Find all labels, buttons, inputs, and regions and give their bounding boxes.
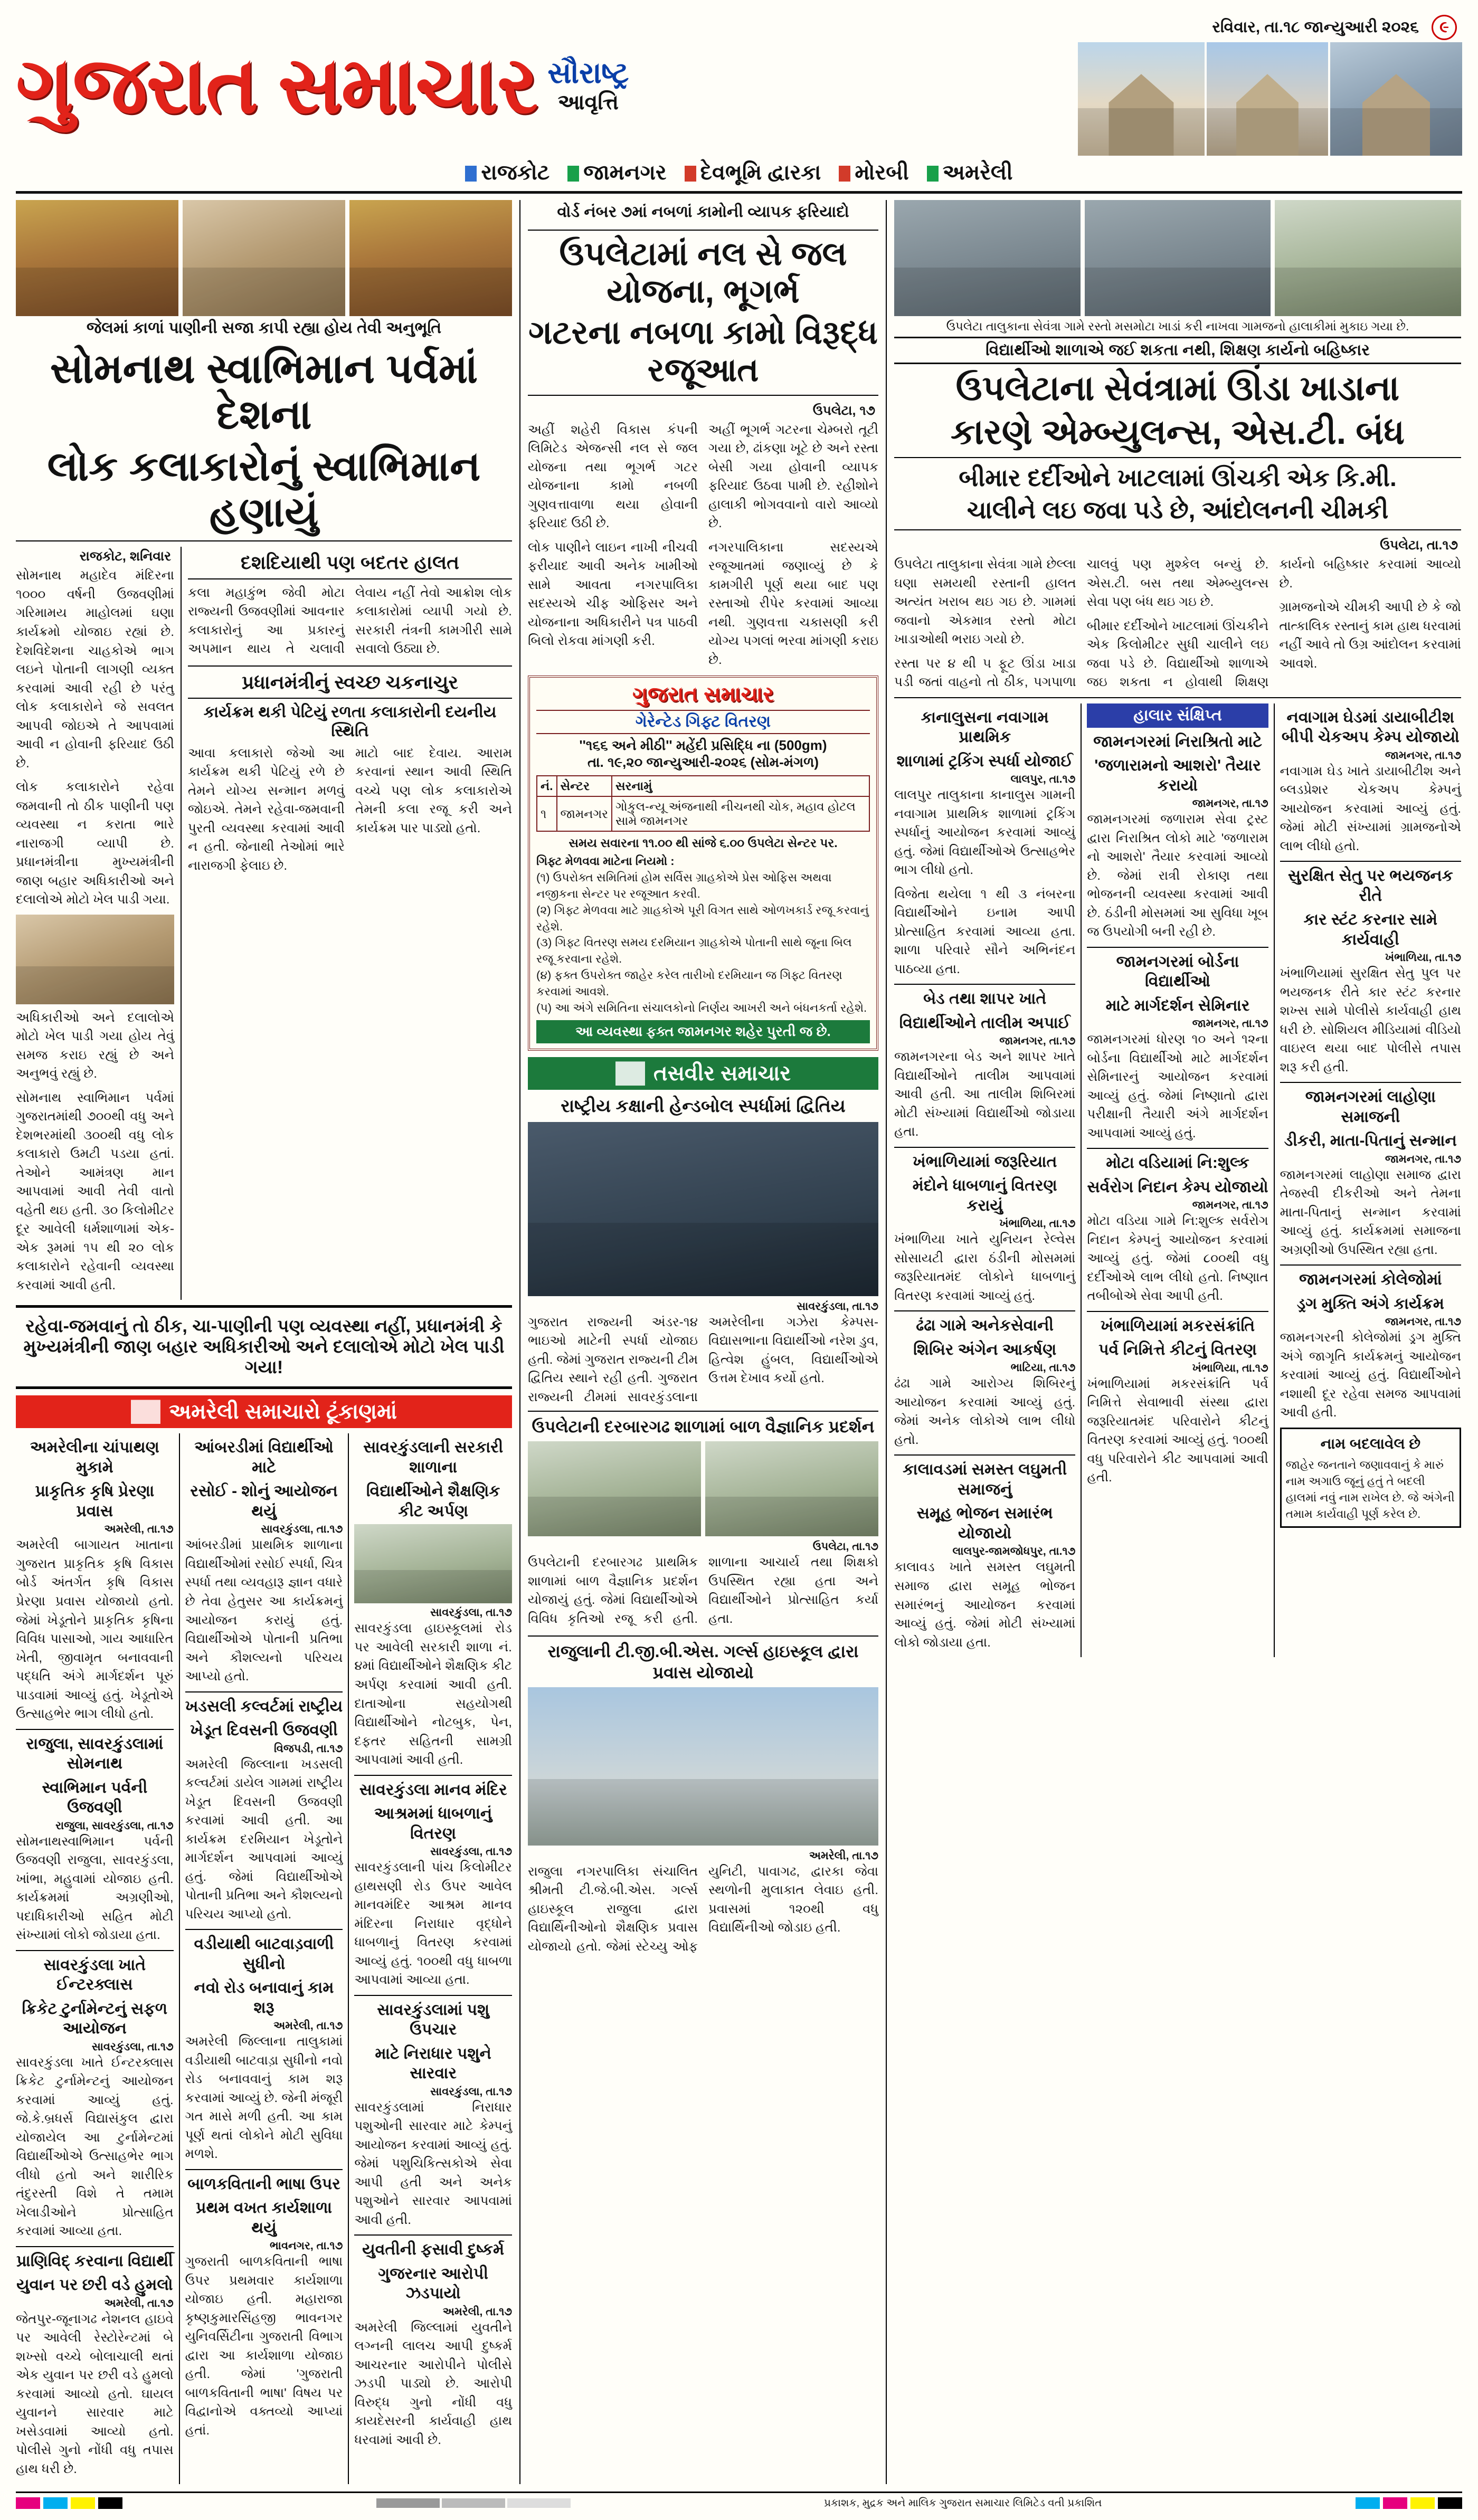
right-story-5-head1: ઢંઢા ગામે અનેકસેવાની [916,1317,1054,1335]
right-photo-1 [894,200,1081,316]
sub-left-body-2 [188,744,512,876]
amreli-c2-3-body: ગુજરાતી બાળકવિતાની ભાષા ઉપર પ્રથમવાર કાર્યશાળા યોજાઇ હતી. મહારાજા કૃષ્ણકુમારસિંહજી ભાવનગર યુનિવર્સિટીના ગુજરાતી વિભાગ દ્વારા આ કાર્યશાળા યોજાઇ હતી. જેમાં 'ગુજરાતી બાળકવિતાની ભાષા' વિષય પર વિદ્વાનોએ વક્તવ્યો આપ્યાં હતાં. [185,2255,343,2438]
right-photo-2 [1085,200,1271,316]
halar-1-head1: જામનગરમાં બોર્ડના વિદ્યાર્થીઓ [1116,953,1239,991]
halar-2-dateline: જામનગર, તા.૧૭ [1192,1199,1268,1212]
halar-2-head1: મોટા વડિયામાં નિ:શુલ્ક [1106,1154,1249,1172]
center-para-1: અહીં શહેરી વિકાસ કંપની લિમિટેડ એજન્સી નલ સે જલ યોજના તથા ભૂગર્ભ ગટર યોજનાના કામો નબળી ગુણવત્તાવાળા થયા હોવાની ફરિયાદ ઉઠી છે. [528,422,698,531]
amreli-item-2-head1: સાવરકુંડલા ખાતે ઈન્ટરક્લાસ [43,1956,146,1994]
cmyk-registration-marks-right [1356,2497,1462,2509]
newspaper-logo: ગુજરાત સમાચાર [16,41,537,129]
amreli-c3-0-body: સાવરકુંડલા હાઇસ્કૂલમાં રોડ પર આવેલી સરકારી શાળા નં. ૪માં વિદ્યાર્થીઓને શૈક્ષણિક કીટ અર્પણ કરવામાં આવી હતી. દાતાઓના સહયોગથી વિદ્યાર્થીઓને નોટબુક, પેન, દફતર સહિતની સામગ્રી આપવામાં આવી હતી. [354,1621,512,1767]
right-headline-4: ચાલીને લઇ જવા પડે છે, આંદોલનની ચીમકી [967,496,1389,524]
amreli-item-0-head1: અમરેલીના ચાંપાથણ મુકામે [30,1439,159,1476]
gift-time-line: સમય સવારના ૧૧.૦૦ થી સાંજે ૬.૦૦ ઉપલેટા સેન્ટર પર. [569,836,838,850]
right-photo-3 [1275,200,1461,316]
right-story-3-head2: વિદ્યાર્થીઓને તાલીમ અપાઈ [899,1014,1070,1032]
amreli-item-2-dateline: સાવરકુંડલા, તા.૧૭ [91,2040,174,2053]
gift-box-logo: ગુજરાત સમાચાર [632,683,774,707]
halar-1-head2: માટે માર્ગદર્શન સેમિનાર [1105,996,1250,1014]
amreli-c2-0-head1: આંબરડીમાં વિદ્યાર્થીઓ માટે [194,1439,334,1476]
amreli-c3-1-dateline: સાવરકુંડલા, તા.૧૭ [430,1846,512,1858]
lead-para-2: લોક કલાકારોને રહેવા જમવાની તો ઠીક પાણીની પણ વ્યવસ્થા ન કરાતા ભારે નારાજગી વ્યાપી છે. પ્રધાનમંત્રીના મુખ્યમંત્રીની જાણ બહાર અધિકારીઓ અને દલાલોએ મોટો ખેલ પાડી ગયા. [16,780,174,907]
right-headline-1: ઉપલેટાના સેવંત્રામાં ઊંડા ખાડાના [955,368,1400,407]
right-story-3-head1: બેડ તથા શાપર ખાતે [923,990,1047,1008]
center-kicker: વોર્ડ નંબર ૭માં નબળાં કામોની વ્યાપક ફરિયાદો [557,203,849,221]
amreli-c3-2-body: સાવરકુંડલામાં નિરાધાર પશુઓની સારવાર માટે કેમ્પનું આયોજન કરવામાં આવ્યું હતું. જેમાં પશુચિકિત્સકોએ સેવા આપી હતી અને અનેક પશુઓને સારવાર આપવામાં આવી હતી. [354,2100,512,2227]
amreli-item-3-body: જેતપુર-જૂનાગઢ નેશનલ હાઇવે પર આવેલી રેસ્ટોરેન્ટમાં બે શખ્સો વચ્ચે બોલાચાલી થતાં એક યુવાન પર છરી વડે હુમલો કરવામાં આવ્યો હતો. ઘાયલ યુવાનને સારવાર માટે ખસેડવામાં આવ્યો હતો. પોલીસે ગુનો નોંધી વધુ તપાસ હાથ ધરી છે. [16,2312,174,2476]
issue-date: રવિવાર, તા.૧૮ જાન્યુઆરી ૨૦૨૬ [1212,18,1419,36]
photo-story-1-image [528,1122,878,1296]
photo-story-2-body [528,1553,878,1631]
center-body [528,421,878,670]
gift-box-subtitle: ગેરેન્ટેડ ગિફ્ટ વિતરણ [536,710,870,734]
photo-news-label: તસવીર સમાચાર [653,1061,791,1085]
right-story-6-dateline: લાલપુર-જામજોધપુર, તા.૧૭ [952,1545,1076,1558]
amreli-section-banner [16,1395,512,1428]
lead-body-col1b [16,1009,174,1295]
gift-box-line-2: તા. ૧૯,૨૦ જાન્યુઆરી-૨૦૨૬ (સોમ-મંગળ) [587,754,819,771]
flag-icon-morbi [839,166,850,182]
amreli-photo-1 [354,1524,512,1603]
flag-icon-rajkot [465,166,477,182]
sub-left-head-2: પ્રધાનમંત્રીનું સ્વચ્છ ચકનાચુર [242,671,458,693]
amreli-c3-3-head2: ગુજરનાર આરોપી ઝડપાયો [378,2265,488,2303]
lead-photo-1 [16,200,178,316]
gift-note-2: (૨) ગિફ્ટ મેળવવા માટે ગ્રાહકોએ પૂરી વિગત સાથે ઓળખકાર્ડ રજૂ કરવાનું રહેશે. [536,903,869,933]
amreli-item-3-head2: યુવાન પર છરી વડે હુમલો [16,2276,173,2294]
center-headline-1: ઉપલેટામાં નલ સે જલ યોજના, ભૂગર્ભ [559,236,847,310]
halar-0-head2: 'જળારામનો આશરો' તૈયાર કરાયો [1094,757,1261,794]
right-sub-col-1 [894,703,1075,1657]
gift-center-table [536,775,870,832]
amreli-c3-2-head2: માટે નિરાધાર પશુને સારવાર [375,2044,491,2082]
photo-story-1-body [528,1313,878,1407]
lead-para-3: અધિકારીઓ અને દલાલોએ મોટો ખેલ પાડી ગયા હોય તેવું સમજ કરાઇ રહ્યું છે અને અનુભવું રહ્યું છે. [16,1010,174,1081]
right-c3-0-head1: સુરક્ષિત સેતુ પર ભયજનક રીતે [1287,867,1453,905]
right-story-4-dateline: ખંભાળિયા, તા.૧૭ [999,1218,1076,1230]
gift-row-0-center: જામનગર [557,796,612,831]
amreli-c2-2-body: અમરેલી જિલ્લાના તાલુકામાં વડીયાથી બાટવાડ઼ા સુધીનો નવો રોડ બનાવવાનું કામ શરૂ કરવામાં આવ્યું છે. જેની મંજૂરી ગત માસે મળી હતી. આ કામ પૂર્ણ થતાં લોકોને મોટી સુવિધા મળશે. [185,2034,343,2162]
lead-para-1: સોમનાથ મહાદેવ મંદિરના ૧૦૦૦ વર્ષની ઉજવણીમાં ગરિમામય માહોલમાં ઘણા કાર્યક્રમો યોજાઇ રહ્યાં છે. દેશવિદેશના ચાહકોએ ભાગ લઇને પોતાની લાગણી વ્યક્ત કરવામાં આવી રહી છે પરંતુ લોક કલાકારોને જે સવલત આપવી જોઇએ તે આપવામાં આવી ન હોવાની ફરિયાદ ઉઠી છે. [16,568,174,771]
masthead-photo-temple-3 [1330,42,1462,156]
city-jamnagar: જામનગર [583,161,667,184]
name-change-title: નામ બદલાવેલ છે [1320,1435,1421,1452]
photo-story-3-dateline: અમરેલી, તા.૧૭ [809,1849,878,1862]
amreli-c2-2-head1: વડીયાથી બાટવાડ઼વાળી સુધીનો [194,1935,334,1973]
sub-left-head-3: કાર્યક્રમ થકી પેટિયું રળતા કલાકારોની દયનીય સ્થિતિ [203,703,497,740]
gift-footer-note: આ વ્યવસ્થા ફક્ત જામનગર શહેર પુરતી જ છે. [536,1020,870,1043]
lead-para-4: સોમનાથ સ્વાભિમાન પર્વમાં ગુજરાતમાંથી ૭૦૦થી વધુ અને દેશભરમાંથી ૩૦૦થી વધુ લોક કલાકારો ઉમટી પડયા હતાં. તેઓને આમંત્રણ માન આપવામાં આવી તેવી વાતો વહેતી થઇ હતી. ૩૦ કિલોમીટર દૂર આવેલી ધર્મશાળામાં એક-એક રૂમમાં ૧૫ થી ૨૦ લોક કલાકારોને રહેવાની વ્યવસ્થા કરવામાં આવી હતી. [16,1090,174,1292]
photo-story-3-head: રાજુલાની ટી.જી.બી.એસ. ગર્લ્સ હાઇસ્કૂલ દ્વારા પ્રવાસ યોજાયો [547,1641,859,1682]
amreli-item-0-head2: પ્રાકૃતિક કૃષિ પ્રેરણા પ્રવાસ [35,1482,155,1520]
lead-photo-4 [16,915,174,1004]
footer-note: પ્રકાશક, મુદ્રક અને માલિક ગુજરાત સમાચાર લિમિટેડ વતી પ્રકાશિત [824,2497,1102,2509]
amreli-c2-3-dateline: ભાવનગર, તા.૧૭ [270,2240,343,2252]
right-column [886,200,1461,2484]
photo-story-3-body [528,1862,878,1956]
lead-photo-2 [183,200,345,316]
gift-row-0-no: ૧ [537,796,557,831]
right-story-2-head1: કાનાલુસના નવાગામ પ્રાથમિક [921,708,1049,746]
gift-note-3: (૩) ગિફ્ટ વિતરણ સમય દરમિયાન ગ્રાહકોએ પોતાની સાથે જૂના બિલ રજૂ કરવાના રહેશે. [536,936,852,966]
amreli-item-1-head1: રાજુલા, સાવરકુંડલામાં સોમનાથ [26,1735,164,1773]
right-body [894,555,1461,692]
halar-0-body: જામનગરમાં જળારામ સેવા ટ્રસ્ટ દ્વારા નિરાશ્રિત લોકો માટે 'જળારામ નો આશરો' તૈયાર કરવામાં આવ્યો છે. જેમાં રાત્રી રોકાણ તથા ભોજનની વ્યવસ્થા કરવામાં આવી છે. ઠંડીની મોસમમાં આ સુવિધા ખૂબ જ ઉપયોગી બની રહી છે. [1087,812,1268,939]
right-c3-2-dateline: જામનગર, તા.૧૭ [1385,1316,1461,1328]
photo-story-2-image-2 [705,1441,878,1536]
cmyk-registration-marks [16,2497,122,2509]
right-para-2: રસ્તા પર ૪ થી ૫ ફૂટ ઊંડા ખાડા પડી જતાં વાહનો તો ઠીક, પગપાળા ચાલવું પણ મુશ્કેલ બન્યું છે. એસ.ટી. બસ તથા એમ્બ્યુલન્સ સેવા પણ બંધ થઇ ગઇ છે. [894,557,1269,690]
right-c3-body: નવાગામ ઘેડ ખાતે ડાયાબીટીશ અને બ્લડપ્રેશર ચેકઅપ કેમ્પનું આયોજન કરવામાં આવ્યું હતું. જેમાં મોટી સંખ્યામાં ગ્રામજનોએ લાભ લીધો હતો. [1280,764,1461,853]
photo-story-1-head: રાષ્ટ્રીય કક્ષાની હેન્ડબોલ સ્પર્ધામાં દ્વિતિય [561,1096,846,1117]
amreli-c2-0-head2: રસોઈ - શોનું આયોજન થયું [190,1482,338,1520]
right-story-3-para: જામનગરના બેડ અને શાપર ખાતે વિદ્યાર્થીઓને તાલીમ આપવામાં આવી હતી. આ તાલીમ શિબિરમાં મોટી સંખ્યામાં વિદ્યાર્થીઓ જોડાયા હતા. [894,1050,1076,1139]
amreli-item-0-dateline: અમરેલી, તા.૧૭ [104,1523,174,1536]
right-c3-2-head1: જામનગરમાં કોલેજોમાં [1299,1271,1442,1289]
amreli-c2-0-body: આંબરડીમાં પ્રાથમિક શાળાના વિદ્યાર્થીઓમાં રસોઈ સ્પર્ધા, ચિત્ર સ્પર્ધા તથા વ્યવહારૂ જ્ઞાન વધારે છે તેવા હેતુસર આ કાર્યક્રમનું આયોજન કરાયું હતું. વિદ્યાર્થીઓએ પોતાની પ્રતિભા અને કૌશલ્યનો પરિચય આપ્યો હતો. [185,1538,343,1684]
page-footer [16,2492,1462,2509]
masthead [16,42,1462,156]
right-story-4-head2: મંદોને ધાબળાનું વિતરણ કરાયું [912,1177,1057,1214]
lead-bottom-line: રહેવા-જમવાનું તો ઠીક, ચા-પાણીની પણ વ્યવસ્થા નહીં, પ્રધાનમંત્રી કે મુખ્યમંત્રીની જાણ બહાર અધિકારીઓ અને દલાલોએ મોટો ખેલ પાડી ગયા! [23,1316,505,1378]
right-story-2-head2: શાળામાં ટ્રકિંગ સ્પર્ધા યોજાઈ [896,752,1073,770]
gift-note-4: (૪) ફક્ત ઉપરોક્ત જાહેર કરેલ તારીખો દરમિયાન જ ગિફ્ટ વિતરણ કરવામાં આવશે. [536,968,842,998]
lead-dateline: રાજકોટ, શનિવાર [79,549,171,564]
amreli-item-1-body: સોમનાથસ્વાભિમાન પર્વની ઉજવણી રાજુલા, સાવરકુંડલા, ખાંભા, મહુવામાં યોજાઇ હતી. કાર્યક્રમમાં અગ્રણીઓ, પદાધિકારીઓ સહિત મોટી સંખ્યામાં લોકો જોડાયા હતા. [16,1834,174,1943]
amreli-c2-2-dateline: અમરેલી, તા.૧૭ [273,2020,343,2032]
right-para-1: ઉપલેટા તાલુકાના સેવંત્રા ગામે છેલ્લા ઘણા સમયથી રસ્તાની હાલત અત્યંત ખરાબ થઇ ગઇ છે. ગામમાં જવાનો એકમાત્ર રસ્તો મોટા ખાડાઓથી ભરાઇ ગયો છે. [894,557,1076,647]
right-story-5-head2: શિબિર અંગેન આકર્ષણ [913,1340,1057,1358]
right-c3-1-head2: ડીકરી, માતા-પિતાનું સન્માન [1284,1132,1457,1150]
amreli-c3-2-dateline: સાવરકુંડલા, તા.૧૭ [430,2085,512,2098]
right-photo-caption: ઉપલેટા તાલુકાના સેવંત્રા ગામે રસ્તો મસમોટા ખાડાં કરી નાખવા ગામજનો હાલાકીમાં મુકાઇ ગયા છે. [946,319,1409,333]
city-dwarka: દેવભૂમિ દ્વારકા [700,161,821,184]
halar-2-body: મોટા વડિયા ગામે નિ:શુલ્ક સર્વરોગ નિદાન કેમ્પનું આયોજન કરવામાં આવ્યું હતું. જેમાં ૮૦૦થી વધુ દર્દીઓએ લાભ લીધો હતો. નિષ્ણાત તબીબોએ સેવા આપી હતી. [1087,1214,1268,1304]
city-bar [16,156,1462,194]
halar-3-head2: પર્વ નિમિત્તે કીટનું વિતરણ [1098,1341,1257,1359]
flag-icon-dwarka [685,166,696,182]
halar-1-dateline: જામનગર, તા.૧૭ [1192,1017,1268,1030]
right-story-6-para: કાલાવડ ખાતે સમસ્ત લઘુમતી સમાજ દ્વારા સમૂહ ભોજન સમારંભનું આયોજન કરવામાં આવ્યું હતું. જેમાં મોટી સંખ્યામાં લોકો જોડાયા હતા. [894,1560,1076,1650]
gift-box-line-1: ''૧૬૬ અને મીઠી'' મહેંદી પ્રસિદ્ધિ ના (500gm) [579,737,827,754]
right-story-5-dateline: ભાટિયા, તા.૧૭ [1010,1362,1076,1374]
right-sub-col-3 [1280,703,1461,1657]
amreli-c2-2-head2: નવો રોડ બનાવાનું કામ શરૂ [194,1979,334,2017]
lead-photo-3 [349,200,512,316]
halar-3-head1: ખંભાળિયામાં મકરસંક્રાંતિ [1100,1317,1255,1335]
main-grid [16,200,1462,2484]
amreli-c3-3-head1: યુવતીની ફસાવી દુષ્કર્મ [362,2241,505,2259]
right-story-6-head2: સમૂહ ભોજન સમારંભ યોજાયો [916,1505,1053,1542]
right-para-4: ગ્રામજનોએ ચીમકી આપી છે કે જો તાત્કાલિક રસ્તાનું કામ હાથ ધરવામાં નહીં આવે તો ઉગ્ર આંદોલન કરવામાં આવશે. [1279,600,1461,671]
gift-note-1: (૧) ઉપરોક્ત સમિતિમાં હોમ સર્વિસ ગ્રાહકોએ પ્રેસ ઓફિસ અથવા નજીકના સેન્ટર પર રજૂઆત કરવી. [536,871,832,900]
halar-2-head2: સર્વરોગ નિદાન કેમ્પ યોજાયો [1087,1178,1268,1196]
sub-left-para-3: માટો બાદ દેવાય. આરામ કરવાનાં સ્થાન આવી સ્થિતિ વચ્ચે પણ લોક કલાકારોએ તેમની કલા રજૂ કરી અને કાર્યક્રમ પાર પાડ્યો હતો. [355,746,512,835]
gift-note-5: (૫) આ અંગે સમિતિના સંચાલકોનો નિર્ણય આખરી અને બંધનકર્તા રહેશે. [536,1001,867,1014]
photo-story-2-image-1 [528,1441,701,1536]
center-column [519,200,878,2484]
gift-row-0-address: ગોકુલ-ન્યૂ અંજનાથી નીચનથી ચોક, મહાવ હોટલ સામે જામનગર [612,796,869,831]
gift-th-no: નં. [537,776,557,796]
color-calibration-bar [376,2498,571,2508]
right-headline-2: કારણે એમ્બ્યુલન્સ, એસ.ટી. બંધ [951,412,1405,452]
lead-headline-line1: સોમનાથ સ્વાભિમાન પર્વમાં દેશના [50,345,478,438]
edition-name: સૌરાષ્ટ્ર [547,56,629,89]
amreli-c3-3-body: અમરેલી જિલ્લામાં યુવતીને લગ્નની લાલચ આપી દુષ્કર્મ આચરનાર આરોપીને પોલીસે ઝડપી પાડ્યો છે. આરોપી વિરુદ્ધ ગુનો નોંધી વધુ કાયદેસરની કાર્યવાહી હાથ ધરવામાં આવી છે. [354,2320,512,2447]
city-amreli: અમરેલી [942,161,1013,184]
amreli-c3-1-head1: સાવરકુંડલા માનવ મંદિર [359,1781,507,1799]
amreli-c3-2-head1: સાવરકુંડલામાં પશુ ઉપચાર [377,2001,490,2039]
amreli-c3-3-dateline: અમરેલી, તા.૧૭ [442,2305,512,2318]
right-c3-1-body: જામનગરમાં લાહોણા સમાજ દ્વારા તેજસ્વી દીકરીઓ અને તેમના માતા-પિતાનું સન્માન કરવામાં આવ્યું હતું. કાર્યક્રમમાં સમાજના અગ્રણીઓ ઉપસ્થિત રહ્યા હતા. [1280,1167,1461,1257]
amreli-banner-label: અમરેલી સમાચારો ટૂંકાણમાં [168,1400,397,1423]
photo-story-2-para: ઉપલેટાની દરબારગઢ પ્રાથમિક શાળામાં બાળ વૈજ્ઞાનિક પ્રદર્શન યોજાયું હતું. જેમાં વિદ્યાર્થીઓએ વિવિધ કૃતિઓ રજૂ કરી હતી. શાળાના આચાર્ય તથા શિક્ષકો ઉપસ્થિત રહ્યા હતા અને વિદ્યાર્થીઓને પ્રોત્સાહિત કર્યા હતા. [528,1555,878,1626]
center-para-2: લોક પાણીને લાઇન નાખી નીચવી ફરીયાદ આવી અનેક ખામીઓ સામે આવતા નગરપાલિકા સદસ્યએ ચીફ ઓફિસર અને યોજનાના અધિકારીને પત્ર પાઠવી બિલો રોકવા માંગણી કરી. [528,540,698,649]
flag-icon-jamnagar [567,166,579,182]
photo-story-1-para: ગુજરાત રાજ્યની અંડર-૧૪ ભાઇઓ માટેની સ્પર્ધા યોજાઇ હતી. જેમાં ગુજરાત રાજ્યની ટીમ દ્વિતિય સ્થાને રહી હતી. ગુજરાત રાજ્યની ટીમમાં સાવરકુંડલાના અમરેલીના ગઝેરા કેમ્પસ-વિદ્યાસભાના વિદ્યાર્થીઓ નરેશ ડુવ, હિત્વેશ હુંબલ, વિદ્યાર્થીઓએ ઉત્તમ દેખાવ કર્યો હતો. [528,1315,878,1404]
amreli-item-2-body: સાવરકુંડલા ખાતે ઈન્ટરક્લાસ ક્રિકેટ ટુર્નામેન્ટનું આયોજન કરવામાં આવ્યું હતું. જે.કે.બ્રધર્સ વિદ્યાસંકુલ દ્વારા યોજાયેલ આ ટુર્નામેન્ટમાં વિદ્યાર્થીઓએ ઉત્સાહભેર ભાગ લીધો હતો અને શારીરિક તંદુરસ્તી વિશે તે તમામ ખેલાડીઓને પ્રોત્સાહિત કરવામાં આવ્યા હતા. [16,2055,174,2239]
name-change-notice [1280,1428,1461,1528]
camera-icon [615,1061,645,1086]
halar-3-body: ખંભાળિયામાં મકરસંક્રાંતિ પર્વ નિમિત્તે સેવાભાવી સંસ્થા દ્વારા જરૂરિયાતમંદ પરિવારોને કીટનું વિતરણ કરવામાં આવ્યું હતું. ૧૦૦થી વધુ પરિવારોને કીટ આપવામાં આવી હતી. [1087,1376,1268,1485]
gift-th-center: સેન્ટર [557,776,612,796]
amreli-c3-1-head2: આશ્રમમાં ધાબળાનું વિતરણ [374,1805,492,1842]
right-c3-1-dateline: જામનગર, તા.૧૭ [1385,1153,1461,1165]
masthead-photo-temple-1 [1078,42,1205,156]
sub-left-para-2: આવા કલાકારો જેઓ આ કાર્યક્રમ થકી પેટિયું રળે છે તેમને યોગ્ય સન્માન મળવું જોઇએ. તેમને રહેવા-જમવાની પુરતી વ્યવસ્થા કરવામાં આવી ન હતી. જેનાથી તેઓમાં ભારે નારાજગી ફેલાઇ છે. [188,746,345,873]
right-c3-2-body: જામનગરની કોલેજોમાં ડ્રગ મુક્તિ અંગે જાગૃતિ કાર્યક્રમનું આયોજન કરવામાં આવ્યું હતું. વિદ્યાર્થીઓને નશાથી દૂર રહેવા સમજ આપવામાં આવી હતી. [1280,1330,1461,1420]
amreli-c2-1-body: અમરેલી જિલ્લાના ખડસલી કલ્વર્ટમાં ડાયેલ ગામમાં રાષ્ટ્રીય ખેડૂત દિવસની ઉજવણી કરવામાં આવી હતી. આ કાર્યક્રમ દરમિયાન ખેડૂતોને માર્ગદર્શન આપવામાં આવ્યું હતું. જેમાં વિદ્યાર્થીઓએ પોતાની પ્રતિભા અને કૌશલ્યનો પરિચય આપ્યો હતો. [185,1757,343,1922]
flag-icon-amreli [927,166,939,182]
right-c3-2-head2: ડ્રગ મુક્તિ અંગે કાર્યક્રમ [1296,1295,1444,1313]
right-dateline: ઉપલેટા, તા.૧૭ [1380,538,1458,553]
center-para-3: અહીં ભૂગર્ભ ગટરના ચેમ્બરો તૂટી ગયા છે, ઢાંકણા ખૂટે છે અને રસ્તા બેસી ગયા હોવાની વ્યાપક ફરિયાદ ઉઠવા પામી છે. રહીશોને હાલાકી ભોગવવાનો વારો આવ્યો છે. [708,422,878,531]
right-story-2-para-1: લાલપુર તાલુકાના કાનાલુસ ગામની નવાગામ પ્રાથમિક શાળામાં ટ્રકિંગ સ્પર્ધાનું આયોજન કરવામાં આવ્યું હતું. જેમાં વિદ્યાર્થીઓએ ઉત્સાહભેર ભાગ લીધો હતો. [894,788,1076,878]
right-story-6-head1: કાલાવડમાં સમસ્ત લઘુમતી સમાજનું [903,1461,1067,1498]
right-story-4-head1: ખંભાળિયામાં જરૂરિયાત [912,1153,1057,1171]
amreli-c3-0-dateline: સાવરકુંડલા, તા.૧૭ [430,1606,512,1619]
photo-news-banner [528,1057,878,1090]
right-story-3-dateline: જામનગર, તા.૧૭ [999,1035,1076,1048]
lead-photo-row [16,200,512,316]
photo-story-3-para: રાજુલા નગરપાલિકા સંચાલિત શ્રીમતી ટી.જે.બી.એસ. ગર્લ્સ હાઇસ્કૂલ રાજુલા દ્વારા વિદ્યાર્થિનીઓનો શૈક્ષણિક પ્રવાસ યોજાયો હતો. જેમાં સ્ટેચ્યુ ઓફ યુનિટી, પાવાગઢ, દ્વારકા જેવા સ્થળોની મુલાકાત લેવાઇ હતી. પ્રવાસમાં ૧૨૦થી વધુ વિદ્યાર્થિનીઓ જોડાઇ હતી. [528,1864,878,1954]
table-row [537,796,869,831]
page-number: ૯ [1432,15,1457,40]
city-morbi: મોરબી [855,161,909,184]
right-story-5-para: ઢંઢા ગામે આરોગ્ય શિબિરનું આયોજન કરવામાં આવ્યું હતું. જેમાં અનેક લોકોએ લાભ લીધો હતો. [894,1376,1076,1447]
lead-caption: જેલમાં કાળાં પાણીની સજા કાપી રહ્યા હોય તેવી અનુભૂતિ [86,319,442,337]
sub-left-head-1: દશદિયાથી પણ બદતર હાલત [240,551,460,574]
amreli-c2-1-head1: ખડસલી કલ્વર્ટમાં રાષ્ટ્રીય [185,1697,343,1715]
right-c3-1-head1: જામનગરમાં લાહોણા સમાજની [1305,1088,1436,1126]
halar-0-head1: જામનગરમાં નિરાશ્રિતો માટે [1093,733,1262,750]
halar-1-body: જામનગરમાં ધોરણ ૧૦ અને ૧૨ના બોર્ડના વિદ્યાર્થીઓ માટે માર્ગદર્શન સેમિનારનું આયોજન કરવામાં આવ્યું હતું. જેમાં નિષ્ણાતો દ્વારા પરીક્ષાની તૈયારી અંગે માર્ગદર્શન આપવામાં આવ્યું હતું. [1087,1032,1268,1140]
gift-th-address: સરનામું [612,776,869,796]
amreli-c3-0-head1: સાવરકુંડલાની સરકારી શાળાના [363,1439,504,1476]
left-column [16,200,512,2484]
right-c3-0-dateline: ખંભાળિયા, તા.૧૭ [1385,952,1461,964]
amreli-c2-0-dateline: સાવરકુંડલા, તા.૧૭ [261,1523,343,1536]
lead-headline-line2: લોક કલાકારોનું સ્વાભિમાન હણાયું [47,442,481,536]
amreli-item-3-dateline: અમરેલી, તા.૧૭ [104,2297,174,2309]
right-story-4-para: ખંભાળિયા ખાતે યુનિયન રેલ્વેસ સોસાયટી દ્વારા ઠંડીની મોસમમાં જરૂરિયાતમંદ લોકોને ધાબળાનું વિતરણ કરવામાં આવ્યું હતું. [894,1232,1076,1303]
masthead-photo-temple-2 [1207,42,1328,156]
right-sub-col-2 [1087,703,1268,1657]
edition-sub: આવૃત્તિ [557,91,619,114]
city-rajkot: રાજકોટ [481,161,550,184]
amreli-c2-1-dateline: વિજપડી, તા.૧૭ [274,1742,343,1755]
photo-story-3-image [528,1687,878,1846]
right-kicker: વિદ્યાર્થીઓ શાળાએ જઈ શકતા નથી, શિક્ષણ કાર્યનો બહિષ્કાર [894,337,1461,364]
amreli-item-3-head1: પ્રાણિવિદ્ કરવાના વિદ્યાર્થી [16,2252,173,2270]
halar-banner: હાલાર સંક્ષિપ્ત [1087,703,1268,728]
amreli-c3-1-body: સાવરકુંડલાની પાંચ કિલોમીટર હાથસણી રોડ ઉપર આવેલ માનવમંદિર આશ્રમ માનવ મંદિરના નિરાધાર વૃદ્ધોને ધાબળાનું વિતરણ કરવામાં આવ્યું હતું. ૧૦૦થી વધુ ધાબળા આપવામાં આવ્યા હતા. [354,1860,512,1988]
right-c3-banner: નવાગામ ઘેડમાં ડાયાબીટીશ બીપી ચેકઅપ કેમ્પ યોજાયો [1281,708,1460,746]
halar-3-dateline: ખંભાળિયા, તા.૧૭ [1192,1362,1268,1374]
edition-block [547,42,629,115]
gift-advertisement-box [528,676,878,1051]
sub-left-body-1 [188,584,512,661]
amreli-item-1-head2: સ્વાભિમાન પર્વની ઉજવણી [42,1779,148,1817]
right-photo-row [894,200,1461,316]
right-para-3: બીમાર દર્દીઓને ખાટલામાં ઊંચકીને એક કિલોમીટર સુધી ચાલીને લઇ જવા પડે છે. વિદ્યાર્થીઓ શાળાએ જઇ શકતા ન હોવાથી શિક્ષણ કાર્યનો બહિષ્કાર કરવામાં આવ્યો છે. [1086,557,1461,690]
amreli-col-3 [354,1433,512,2484]
center-para-4: નગરપાલિકાના સદસ્યએ રજૂઆતમાં જણાવ્યું છે કે કામગીરી પૂર્ણ થયા બાદ પણ રસ્તાઓ રીપેર કરવામાં આવ્યા નથી. ગુણવત્તા ચકાસણી કરી યોગ્ય પગલાં ભરવા માંગણી કરાઇ છે. [708,540,878,667]
amreli-col-1 [16,1433,174,2484]
right-story-2-dateline: લાલપુર, તા.૧૭ [1010,773,1076,786]
gift-notes-title: ગિફ્ટ મેળવવા માટેના નિયમો : [536,854,675,868]
amreli-c2-3-head2: પ્રથમ વખત કાર્યશાળા થયું [196,2199,332,2237]
right-c3-0-body: ખંભાળિયામાં સુરક્ષિત સેતુ પુલ પર ભયજનક રીતે કાર સ્ટંટ કરનાર શખ્સ સામે પોલીસે કાર્યવાહી હાથ ધરી છે. સોશિયલ મીડિયામાં વીડિયો વાઇરલ થયા બાદ પોલીસે તપાસ શરૂ કરી હતી. [1280,966,1461,1074]
right-headline-3: બીમાર દર્દીઓને ખાટલામાં ઊંચકી એક કિ.મી. [959,464,1397,492]
amreli-item-1-dateline: રાજુલા, સાવરકુંડલા, તા.૧૭ [55,1819,174,1832]
amreli-c3-0-head2: વિદ્યાર્થીઓને શૈક્ષણિક કીટ અર્પણ [366,1482,500,1520]
masthead-photos [629,42,1462,156]
newspaper-icon [131,1400,160,1424]
amreli-item-2-head2: ક્રિકેટ ટુર્નામેન્ટનું સફળ આયોજન [22,2000,168,2038]
photo-story-1-dateline: સાવરકુંડલા, તા.૧૭ [797,1300,878,1313]
amreli-c2-1-head2: ખેડૂત દિવસની ઉજવણી [190,1722,338,1739]
photo-story-2-head: ઉપલેટાની દરબારગઢ શાળામાં બાળ વૈજ્ઞાનિક પ્રદર્શન [532,1417,875,1437]
center-headline-2: ગટરના નબળા કામો વિરૂદ્ધ રજૂઆત [528,315,878,389]
amreli-item-0-body: અમરેલી બાગાયત ખાતાના ગુજરાત પ્રાકૃતિક કૃષિ વિકાસ બોર્ડ અંતર્ગત કૃષિ વિકાસ પ્રેરણા પ્રવાસ યોજાયો હતો. જેમાં ખેડૂતોને પ્રાકૃતિક કૃષિના વિવિધ પાસાઓ, ગાય આધારિત ખેતી, જીવામૃત બનાવવાની પદ્ધતિ અંગે માર્ગદર્શન પૂરું પાડવામાં આવ્યું હતું. ખેડૂતોએ ઉત્સાહભેર ભાગ લીધો હતો. [16,1538,174,1722]
right-c3-dateline: જામનગર, તા.૧૭ [1385,749,1461,762]
amreli-col-2 [185,1433,343,2484]
photo-story-2-dateline: ઉપલેટા, તા.૧૭ [812,1540,878,1553]
name-change-body: જાહેર જનતાને જણાવવાનું કે મારું નામ અગાઉ જૂનું હતું તે બદલી હાલમાં નવું નામ રાખેલ છે. જે અંગેની તમામ કાર્યવાહી પૂર્ણ કરેલ છે. [1285,1458,1455,1520]
top-line [16,15,1462,40]
halar-0-dateline: જામનગર, તા.૧૭ [1192,797,1268,810]
lead-body-col1 [16,566,174,909]
center-dateline: ઉપલેટા, ૧૭ [812,403,875,418]
amreli-c2-3-head1: બાળકવિતાની ભાષા ઉપર [187,2175,340,2193]
right-c3-0-head2: કાર સ્ટંટ કરનાર સામે કાર્યવાહી [1303,911,1438,948]
right-story-2-para-2: વિજેતા થયેલા ૧ થી ૩ નંબરના વિદ્યાર્થીઓને ઇનામ આપી પ્રોત્સાહિત કરવામાં આવ્યા હતા. શાળા પરિવારે સૌને અભિનંદન પાઠવ્યા હતા. [894,887,1076,976]
sub-left-para-1: કલા મહાકુંભ જેવી મોટા રાજ્યની ઉજવણીમાં આવનાર કલાકારોનું આ પ્રકારનું અપમાન થાય તે ચલાવી લેવાય નહીં તેવો આક્રોશ લોક કલાકારોમાં વ્યાપી ગયો છે. સરકારી તંત્રની કામગીરી સામે સવાલો ઉઠ્યા છે. [188,585,512,657]
